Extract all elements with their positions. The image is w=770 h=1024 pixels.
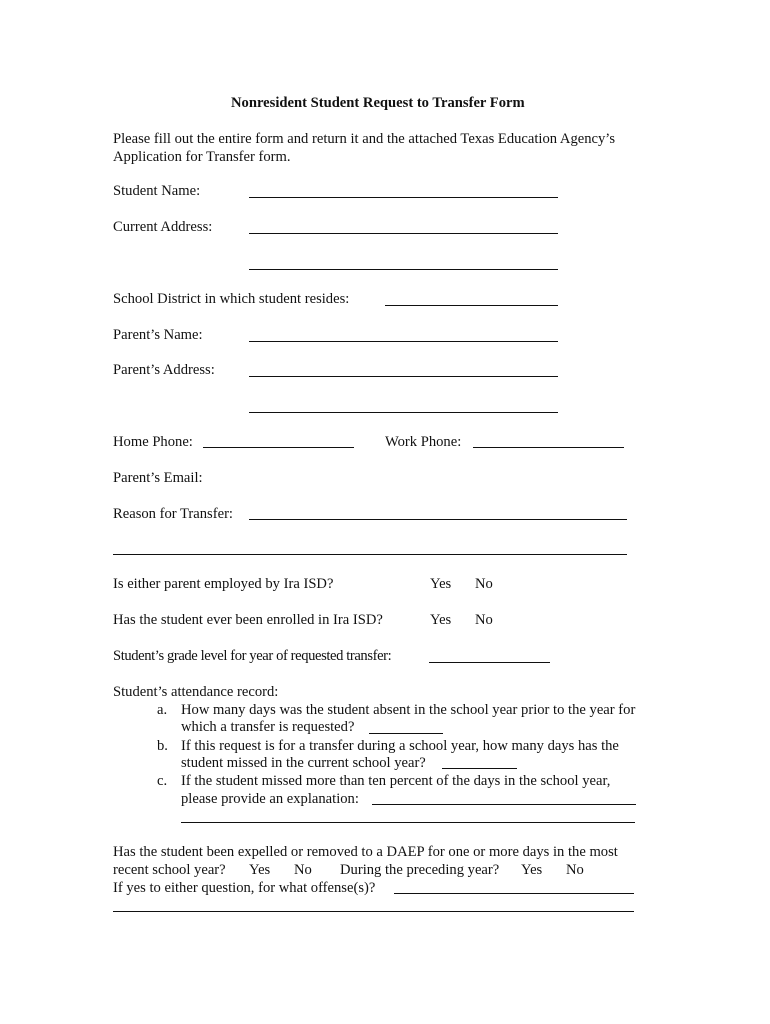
- daep-recent-yes-option[interactable]: Yes: [249, 862, 271, 878]
- school-district-field[interactable]: [385, 305, 558, 306]
- reason-field-line1[interactable]: [249, 519, 627, 520]
- home-phone-field[interactable]: [203, 447, 354, 448]
- offense-field-line1[interactable]: [394, 893, 634, 894]
- attendance-heading: Student’s attendance record:: [113, 684, 279, 700]
- current-address-field-line2[interactable]: [249, 269, 558, 270]
- parent-address-field-line2[interactable]: [249, 412, 558, 413]
- attendance-a-line1: How many days was the student absent in the school year prior to the year for: [181, 702, 636, 718]
- student-name-label: Student Name:: [113, 183, 201, 199]
- offense-field-line2[interactable]: [113, 911, 634, 912]
- employed-no-option[interactable]: No: [475, 576, 493, 592]
- daep-recent-no-option[interactable]: No: [294, 862, 312, 878]
- current-address-label: Current Address:: [113, 219, 213, 235]
- attendance-b-field[interactable]: [442, 768, 517, 769]
- attendance-b-line1: If this request is for a transfer during a school year, how many days has the: [181, 738, 619, 754]
- parent-name-field[interactable]: [249, 341, 558, 342]
- daep-preceding-no-option[interactable]: No: [566, 862, 584, 878]
- attendance-c-field-line2[interactable]: [181, 822, 635, 823]
- form-title: Nonresident Student Request to Transfer Form: [231, 95, 525, 111]
- current-address-field-line1[interactable]: [249, 233, 558, 234]
- intro-text-line2: Application for Transfer form.: [113, 149, 291, 165]
- offense-label: If yes to either question, for what offense(s)?: [113, 880, 376, 896]
- daep-question-line1: Has the student been expelled or removed to a DAEP for one or more days in the most: [113, 844, 618, 860]
- reason-label: Reason for Transfer:: [113, 506, 233, 522]
- attendance-c-field-line1[interactable]: [372, 804, 636, 805]
- attendance-b-marker: b.: [157, 738, 168, 754]
- parent-address-label: Parent’s Address:: [113, 362, 215, 378]
- parent-email-label: Parent’s Email:: [113, 470, 203, 486]
- attendance-c-marker: c.: [157, 773, 168, 789]
- grade-level-field[interactable]: [429, 662, 550, 663]
- parent-name-label: Parent’s Name:: [113, 327, 203, 343]
- grade-level-label: Student’s grade level for year of requested transfer:: [113, 648, 392, 664]
- enrolled-no-option[interactable]: No: [475, 612, 493, 628]
- employed-question: Is either parent employed by Ira ISD?: [113, 576, 334, 592]
- daep-preceding-yes-option[interactable]: Yes: [521, 862, 543, 878]
- school-district-label: School District in which student resides:: [113, 291, 350, 307]
- daep-recent-question: recent school year?: [113, 862, 226, 878]
- attendance-a-field[interactable]: [369, 733, 443, 734]
- daep-preceding-question: During the preceding year?: [340, 862, 500, 878]
- reason-field-line2[interactable]: [113, 554, 627, 555]
- attendance-c-line2: please provide an explanation:: [181, 791, 359, 807]
- parent-address-field-line1[interactable]: [249, 376, 558, 377]
- work-phone-field[interactable]: [473, 447, 624, 448]
- enrolled-yes-option[interactable]: Yes: [430, 612, 452, 628]
- attendance-a-marker: a.: [157, 702, 168, 718]
- enrolled-question: Has the student ever been enrolled in Ira ISD?: [113, 612, 383, 628]
- employed-yes-option[interactable]: Yes: [430, 576, 452, 592]
- home-phone-label: Home Phone:: [113, 434, 193, 450]
- attendance-b-line2: student missed in the current school year?: [181, 755, 426, 771]
- attendance-c-line1: If the student missed more than ten percent of the days in the school year,: [181, 773, 611, 789]
- attendance-a-line2: which a transfer is requested?: [181, 719, 355, 735]
- student-name-field[interactable]: [249, 197, 558, 198]
- intro-text-line1: Please fill out the entire form and return it and the attached Texas Education Agency’s: [113, 131, 616, 147]
- work-phone-label: Work Phone:: [385, 434, 462, 450]
